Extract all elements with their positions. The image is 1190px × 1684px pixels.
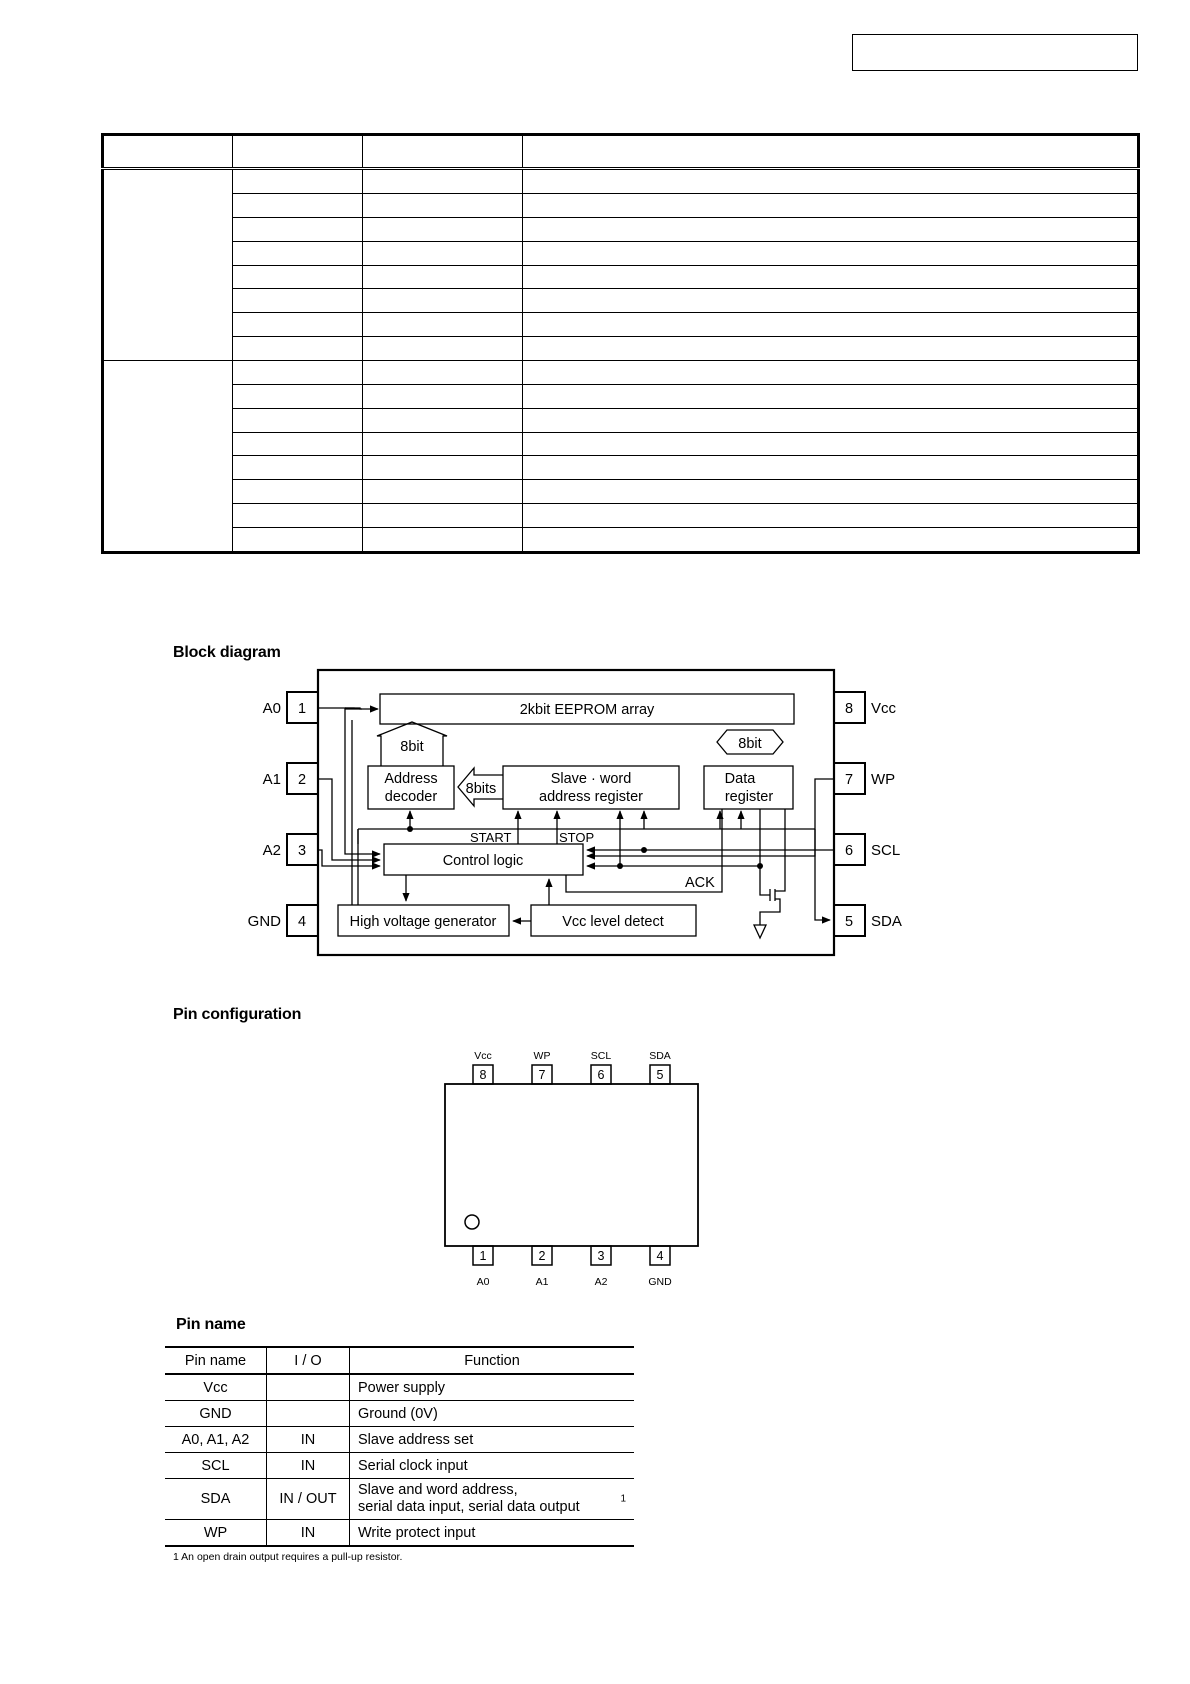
pin-name-table bbox=[165, 1346, 634, 1547]
table-row bbox=[103, 265, 1139, 289]
pin-num-4: 4 bbox=[297, 914, 307, 930]
function-line-1: Slave and word address, bbox=[358, 1482, 518, 1498]
table-row bbox=[103, 361, 1139, 385]
pin-cell: A0, A1, A2 bbox=[165, 1427, 267, 1453]
table-row bbox=[103, 456, 1139, 480]
table-row bbox=[103, 527, 1139, 552]
table-row bbox=[165, 1374, 634, 1401]
header-function: Function bbox=[350, 1347, 635, 1374]
io-cell: IN bbox=[267, 1520, 350, 1547]
header-io: I / O bbox=[267, 1347, 350, 1374]
pin-cell: GND bbox=[165, 1401, 267, 1427]
table-row bbox=[165, 1520, 634, 1547]
pkg-pin-num-2: 2 bbox=[538, 1249, 546, 1263]
table-row bbox=[103, 480, 1139, 504]
io-cell: IN / OUT bbox=[267, 1479, 350, 1520]
pin-name-a0: A0 bbox=[262, 700, 281, 717]
table-row bbox=[165, 1401, 634, 1427]
table-row bbox=[103, 289, 1139, 313]
pin-num-6: 6 bbox=[844, 843, 854, 859]
pin-name-sda: SDA bbox=[871, 913, 902, 930]
function-cell: Serial clock input bbox=[350, 1453, 635, 1479]
pkg-pin-name-wp: WP bbox=[533, 1050, 551, 1062]
header-box bbox=[852, 34, 1138, 71]
function-cell: Slave address set bbox=[350, 1427, 635, 1453]
table-row bbox=[165, 1453, 634, 1479]
vcc-detect-label: Vcc level detect bbox=[562, 914, 664, 930]
table-row bbox=[103, 241, 1139, 265]
io-cell: IN bbox=[267, 1453, 350, 1479]
pin-name-title: Pin name bbox=[176, 1316, 246, 1333]
footnote-mark: 1 bbox=[620, 1493, 626, 1505]
table-row bbox=[165, 1479, 634, 1520]
pin-cell: SCL bbox=[165, 1453, 267, 1479]
data-width-label: 8bit bbox=[738, 736, 762, 752]
function-cell: Power supply bbox=[350, 1374, 635, 1401]
function-line-2: serial data input, serial data output bbox=[358, 1499, 580, 1515]
data-register-label-1: Data bbox=[724, 771, 756, 787]
header-pin-name: Pin name bbox=[165, 1347, 267, 1374]
table-row bbox=[103, 194, 1139, 218]
block-diagram bbox=[0, 660, 1190, 960]
stop-label: STOP bbox=[559, 830, 595, 845]
pkg-pin-name-gnd: GND bbox=[648, 1276, 672, 1288]
slave-register-label-2: address register bbox=[539, 789, 643, 805]
table-row bbox=[103, 169, 1139, 194]
slave-register-label-1: Slave · word bbox=[550, 771, 632, 787]
table-row bbox=[165, 1427, 634, 1453]
pin-config-diagram bbox=[0, 1030, 1190, 1300]
function-cell: Ground (0V) bbox=[350, 1401, 635, 1427]
pin-config-title: Pin configuration bbox=[173, 1006, 302, 1023]
data-register-label-2: register bbox=[724, 789, 774, 805]
pin-name-a2: A2 bbox=[262, 842, 281, 859]
table-row bbox=[103, 384, 1139, 408]
pin-cell: SDA bbox=[165, 1479, 267, 1520]
pin-num-2: 2 bbox=[297, 772, 307, 788]
group-cell bbox=[103, 169, 233, 361]
start-label: START bbox=[470, 830, 512, 845]
io-cell: IN bbox=[267, 1427, 350, 1453]
spec-table bbox=[101, 133, 1140, 554]
pin-num-5: 5 bbox=[844, 914, 854, 930]
pin1-marker bbox=[465, 1215, 479, 1229]
pkg-pin-name-sda: SDA bbox=[649, 1050, 671, 1062]
pin-num-7: 7 bbox=[844, 772, 854, 788]
table-row bbox=[103, 432, 1139, 456]
pkg-pin-name-a0: A0 bbox=[476, 1276, 490, 1288]
table-row bbox=[103, 408, 1139, 432]
pin-name-vcc: Vcc bbox=[871, 700, 897, 717]
address-decoder-label-2: decoder bbox=[384, 789, 438, 805]
table-row bbox=[103, 313, 1139, 337]
pkg-pin-name-a1: A1 bbox=[535, 1276, 549, 1288]
pin-num-3: 3 bbox=[297, 843, 307, 859]
ack-label: ACK bbox=[685, 875, 715, 891]
pkg-pin-name-a2: A2 bbox=[594, 1276, 608, 1288]
io-cell bbox=[267, 1401, 350, 1427]
table-row bbox=[103, 337, 1139, 361]
footnote: 1 An open drain output requires a pull-up resistor. bbox=[173, 1551, 403, 1563]
function-cell bbox=[350, 1479, 635, 1520]
hv-generator-label: High voltage generator bbox=[349, 914, 497, 930]
group-cell bbox=[103, 361, 233, 553]
spec-table-header-row bbox=[103, 135, 1139, 169]
pkg-pin-num-7: 7 bbox=[538, 1068, 546, 1082]
table-row bbox=[103, 217, 1139, 241]
control-logic-label: Control logic bbox=[442, 853, 524, 869]
pin-table-header bbox=[165, 1347, 634, 1374]
pin-name-scl: SCL bbox=[871, 842, 901, 859]
pkg-pin-num-4: 4 bbox=[656, 1249, 664, 1263]
block-diagram-title: Block diagram bbox=[173, 644, 281, 661]
package-body bbox=[445, 1084, 698, 1246]
pkg-pin-name-vcc: Vcc bbox=[474, 1050, 492, 1062]
io-cell bbox=[267, 1374, 350, 1401]
pin-num-1: 1 bbox=[297, 701, 307, 717]
pin-num-8: 8 bbox=[844, 701, 854, 717]
eeprom-label: 2kbit EEPROM array bbox=[519, 702, 655, 718]
pkg-pin-num-3: 3 bbox=[597, 1249, 605, 1263]
addr-width-label: 8bit bbox=[400, 739, 424, 755]
bus-bits-label: 8bits bbox=[465, 781, 497, 797]
pkg-pin-num-6: 6 bbox=[597, 1068, 605, 1082]
pkg-pin-name-scl: SCL bbox=[590, 1050, 612, 1062]
function-text-wrap bbox=[358, 1482, 626, 1516]
pin-cell: WP bbox=[165, 1520, 267, 1547]
address-decoder-label-1: Address bbox=[384, 771, 438, 787]
pkg-pin-num-5: 5 bbox=[656, 1068, 664, 1082]
pin-name-a1: A1 bbox=[262, 771, 281, 788]
function-cell: Write protect input bbox=[350, 1520, 635, 1547]
pkg-pin-num-8: 8 bbox=[479, 1068, 487, 1082]
table-row bbox=[103, 504, 1139, 528]
pin-cell: Vcc bbox=[165, 1374, 267, 1401]
pin-name-gnd: GND bbox=[247, 913, 281, 930]
pin-name-wp: WP bbox=[871, 771, 896, 788]
pkg-pin-num-1: 1 bbox=[479, 1249, 487, 1263]
